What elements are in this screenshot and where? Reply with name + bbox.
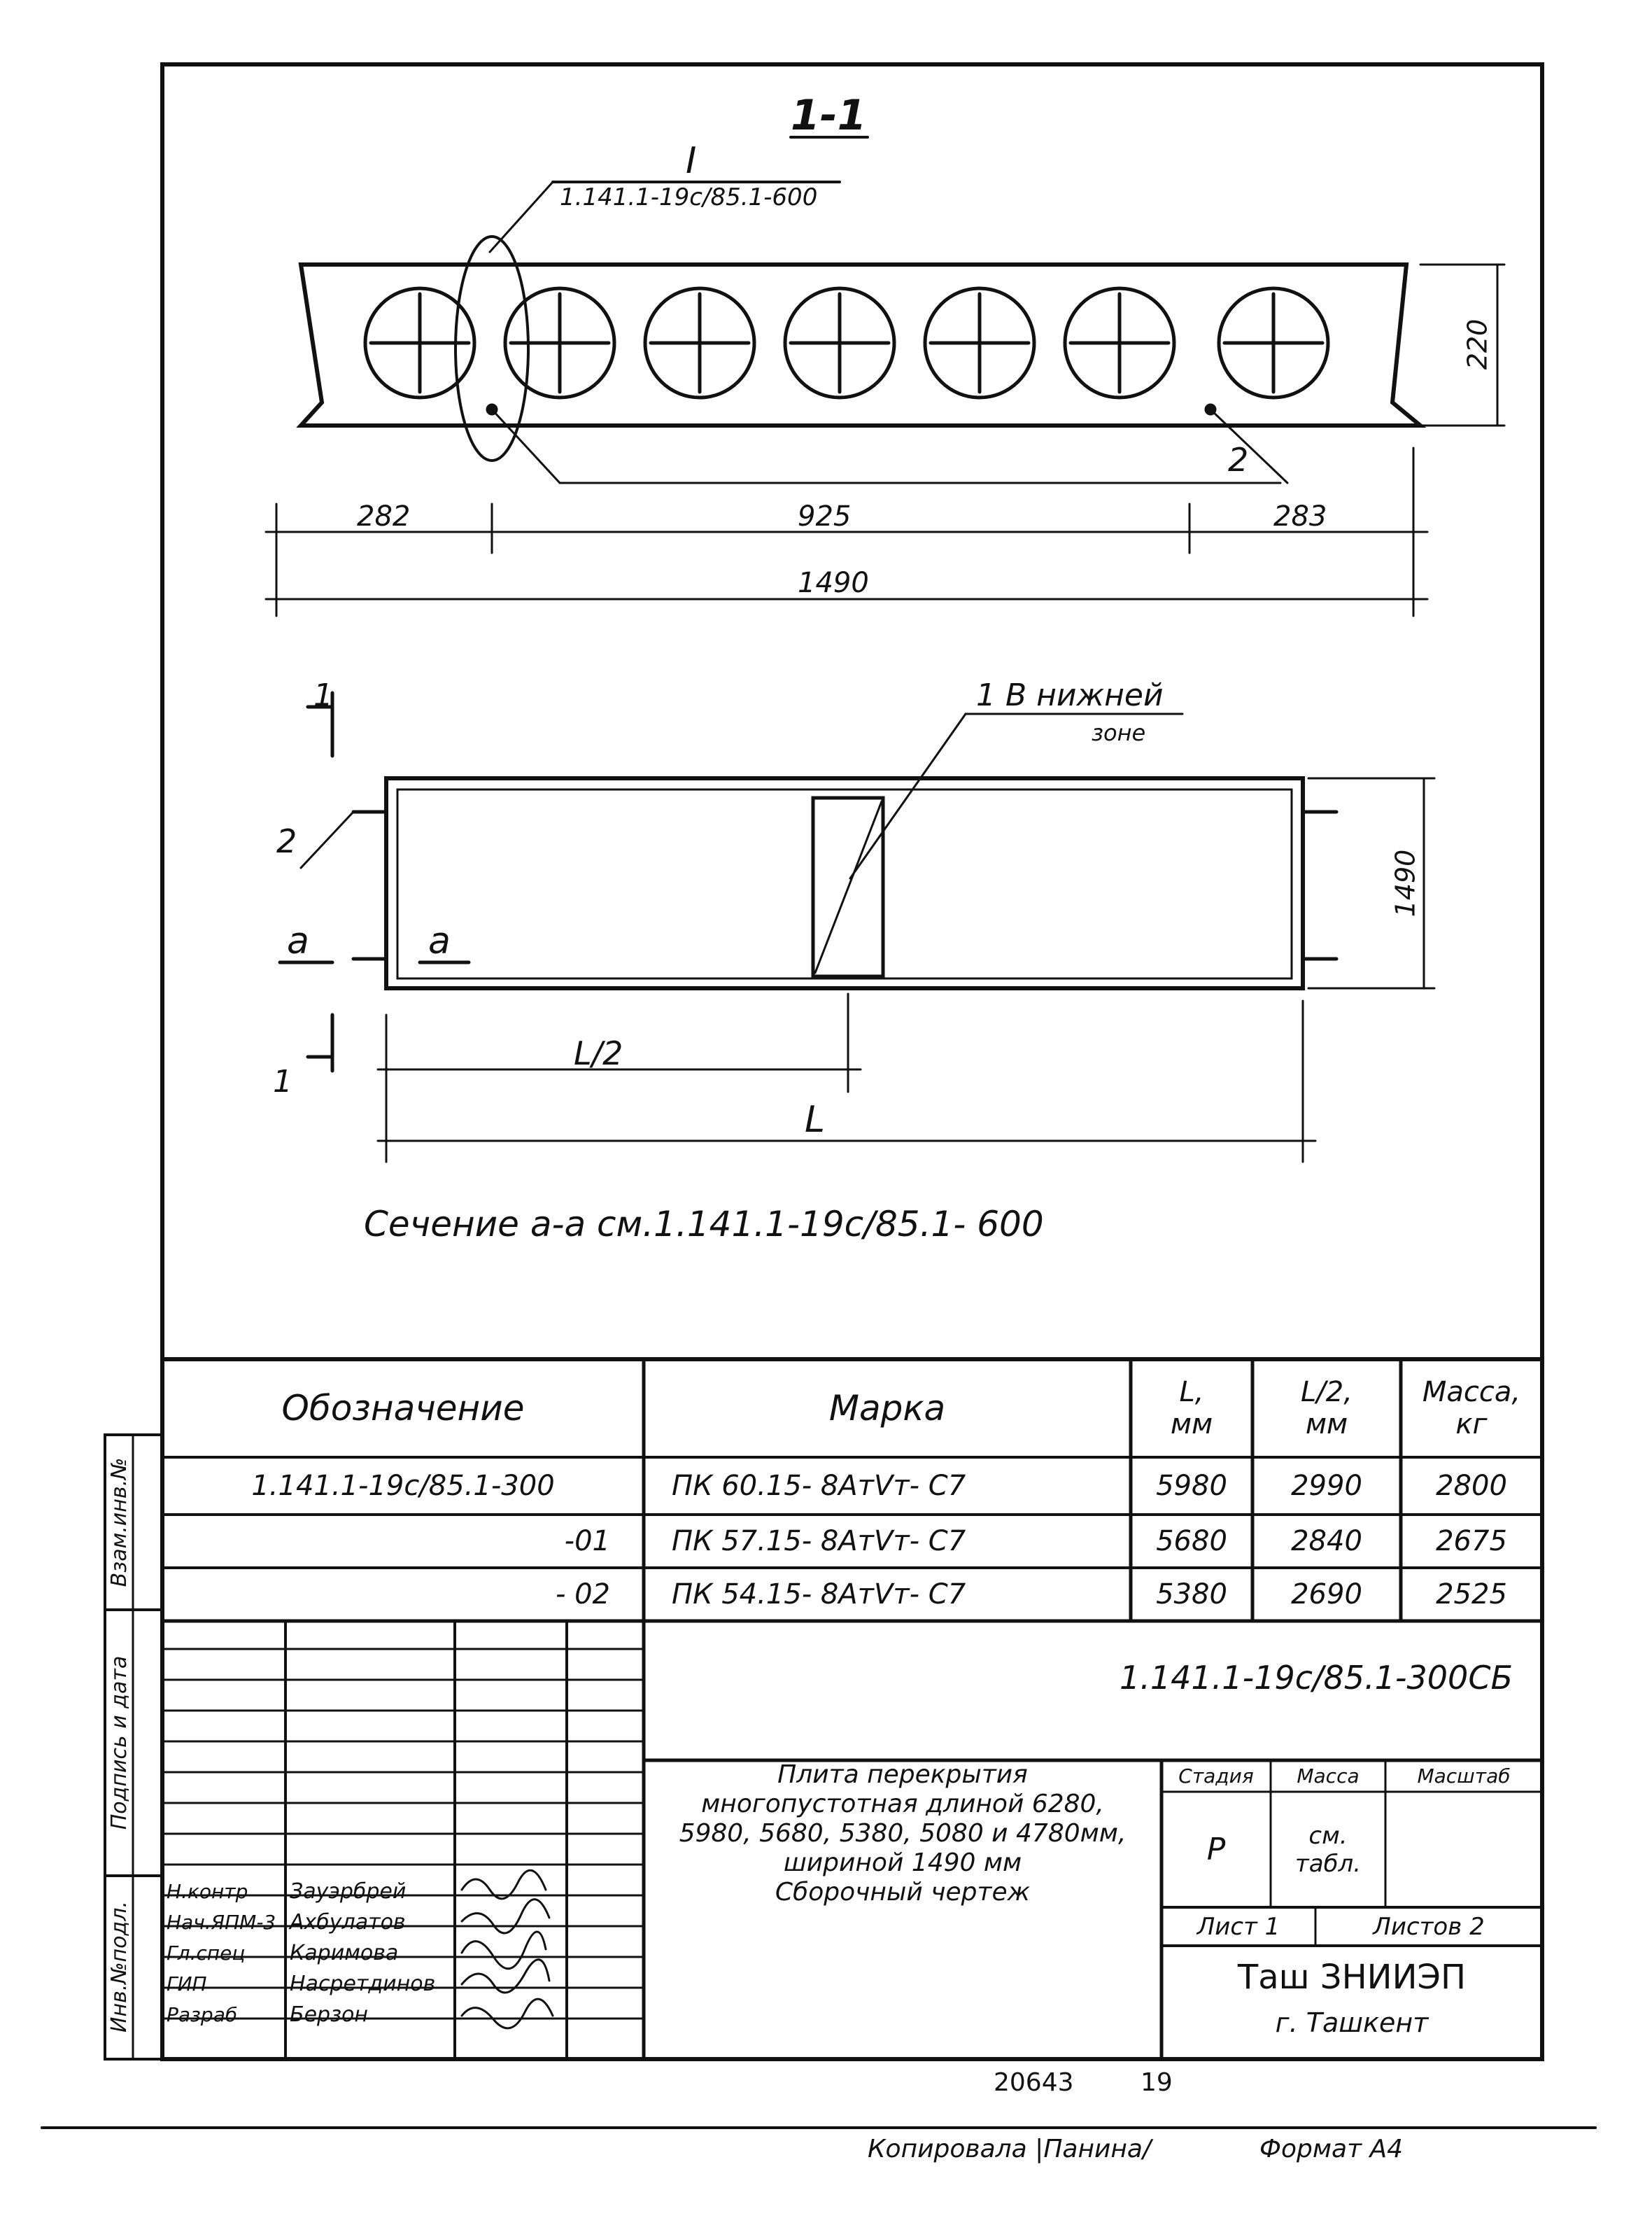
cut-mark-bottom: 1 xyxy=(273,1064,292,1100)
title-line-3: 5980, 5680, 5380, 5080 и 4780мм, xyxy=(679,1819,1127,1848)
row1-half: 2990 xyxy=(1291,1470,1362,1502)
person-name-5: Берзон xyxy=(290,2002,369,2027)
row1-designation: 1.141.1-19с/85.1-300 xyxy=(251,1470,555,1502)
stage-label: Стадия xyxy=(1178,1764,1254,1788)
node-doc: 1.141.1-19c/85.1-600 xyxy=(560,183,818,211)
drawing-title xyxy=(644,1760,1162,1907)
sheet-label: Лист 1 xyxy=(1196,1912,1280,1941)
stage-value: Р xyxy=(1206,1832,1226,1867)
header-half: L/2, мм xyxy=(1301,1376,1353,1440)
person-name-2: Ахбулатов xyxy=(290,1909,406,1935)
doc-code: 1.141.1-19с/85.1-300СБ xyxy=(1120,1659,1513,1697)
row3-designation: - 02 xyxy=(555,1578,610,1610)
row2-L: 5680 xyxy=(1156,1525,1227,1557)
plan-width: 1490 xyxy=(1390,849,1421,918)
dim-925: 925 xyxy=(798,500,852,533)
row3-mass: 2525 xyxy=(1436,1578,1507,1610)
row2-mark: ПК 57.15- 8АтⅤт- С7 xyxy=(672,1525,966,1557)
rebar-mark-2: 2 xyxy=(1228,441,1249,479)
row3-L: 5380 xyxy=(1156,1578,1227,1610)
section-a1: а xyxy=(287,920,309,962)
dim-282: 282 xyxy=(357,500,411,533)
mass-value: см. табл. xyxy=(1294,1821,1362,1878)
plan-note-1: 1 В нижней xyxy=(976,678,1164,713)
header-designation: Обозначение xyxy=(281,1388,525,1429)
role-3: Гл.спец xyxy=(167,1941,246,1965)
slab-plan xyxy=(386,778,1303,988)
row2-designation: -01 xyxy=(564,1525,610,1557)
total-width: 1490 xyxy=(798,567,869,599)
org-name: Таш ЗНИИЭП xyxy=(1237,1958,1467,1997)
voids xyxy=(365,288,1328,398)
plan-mark-2: 2 xyxy=(276,822,297,860)
title-line-5: Сборочный чертеж xyxy=(775,1878,1031,1907)
title-line-2: многопустотная длиной 6280, xyxy=(701,1790,1104,1818)
footer-number: 20643 xyxy=(994,2068,1074,2097)
role-4: ГИП xyxy=(167,1972,207,1995)
org-city: г. Ташкент xyxy=(1275,2007,1429,2038)
row3-half: 2690 xyxy=(1291,1578,1362,1610)
scale-label: Масштаб xyxy=(1417,1764,1511,1788)
section-caption: Сечение а-а см.1.141.1-19с/85.1- 600 xyxy=(364,1204,1044,1244)
title-line-1: Плита перекрытия xyxy=(777,1760,1028,1789)
row2-mass: 2675 xyxy=(1436,1525,1507,1557)
section-title: 1-1 xyxy=(791,91,867,140)
person-name-3: Каримова xyxy=(290,1940,399,1965)
sheets-label: Листов 2 xyxy=(1373,1912,1485,1941)
side-inv-orig: Инв.№подл. xyxy=(106,1901,132,2033)
footer-format: Формат А4 xyxy=(1259,2135,1404,2163)
row3-mark: ПК 54.15- 8АтⅤт- С7 xyxy=(672,1578,966,1610)
role-1: Н.контр xyxy=(167,1879,248,1903)
node-ref: I xyxy=(686,140,697,182)
title-line-4: шириной 1490 мм xyxy=(783,1848,1022,1877)
row2-half: 2840 xyxy=(1291,1525,1362,1557)
side-inv-replace: Взам.инв.№ xyxy=(106,1457,132,1587)
slab-section xyxy=(301,265,1420,426)
mass-label: Масса xyxy=(1297,1764,1360,1788)
role-2: Нач.ЯПМ-3 xyxy=(167,1910,276,1934)
header-mass: Масса, кг xyxy=(1422,1376,1521,1440)
cut-mark-top: 1 xyxy=(313,678,333,713)
length: L xyxy=(805,1099,825,1141)
footer-copied: Копировала |Панина/ xyxy=(868,2135,1152,2163)
row1-mass: 2800 xyxy=(1436,1470,1507,1502)
row1-L: 5980 xyxy=(1156,1470,1227,1502)
person-name-1: Зауэрбрей xyxy=(290,1879,407,1904)
dim-283: 283 xyxy=(1273,500,1327,533)
plan-note-2: зоне xyxy=(1092,720,1146,746)
role-5: Разраб xyxy=(167,2002,238,2026)
half-length: L/2 xyxy=(574,1034,623,1072)
section-a2: а xyxy=(428,920,451,962)
row1-mark: ПК 60.15- 8АтⅤт- С7 xyxy=(672,1470,966,1502)
header-mark: Марка xyxy=(828,1388,946,1429)
footer-page: 19 xyxy=(1141,2068,1173,2097)
height-dim: 220 xyxy=(1462,318,1493,370)
signatures xyxy=(462,1870,553,2028)
person-name-4: Насретдинов xyxy=(290,1971,436,1996)
side-sign-date: Подпись и дата xyxy=(106,1655,132,1830)
header-length: L, мм xyxy=(1170,1376,1213,1440)
